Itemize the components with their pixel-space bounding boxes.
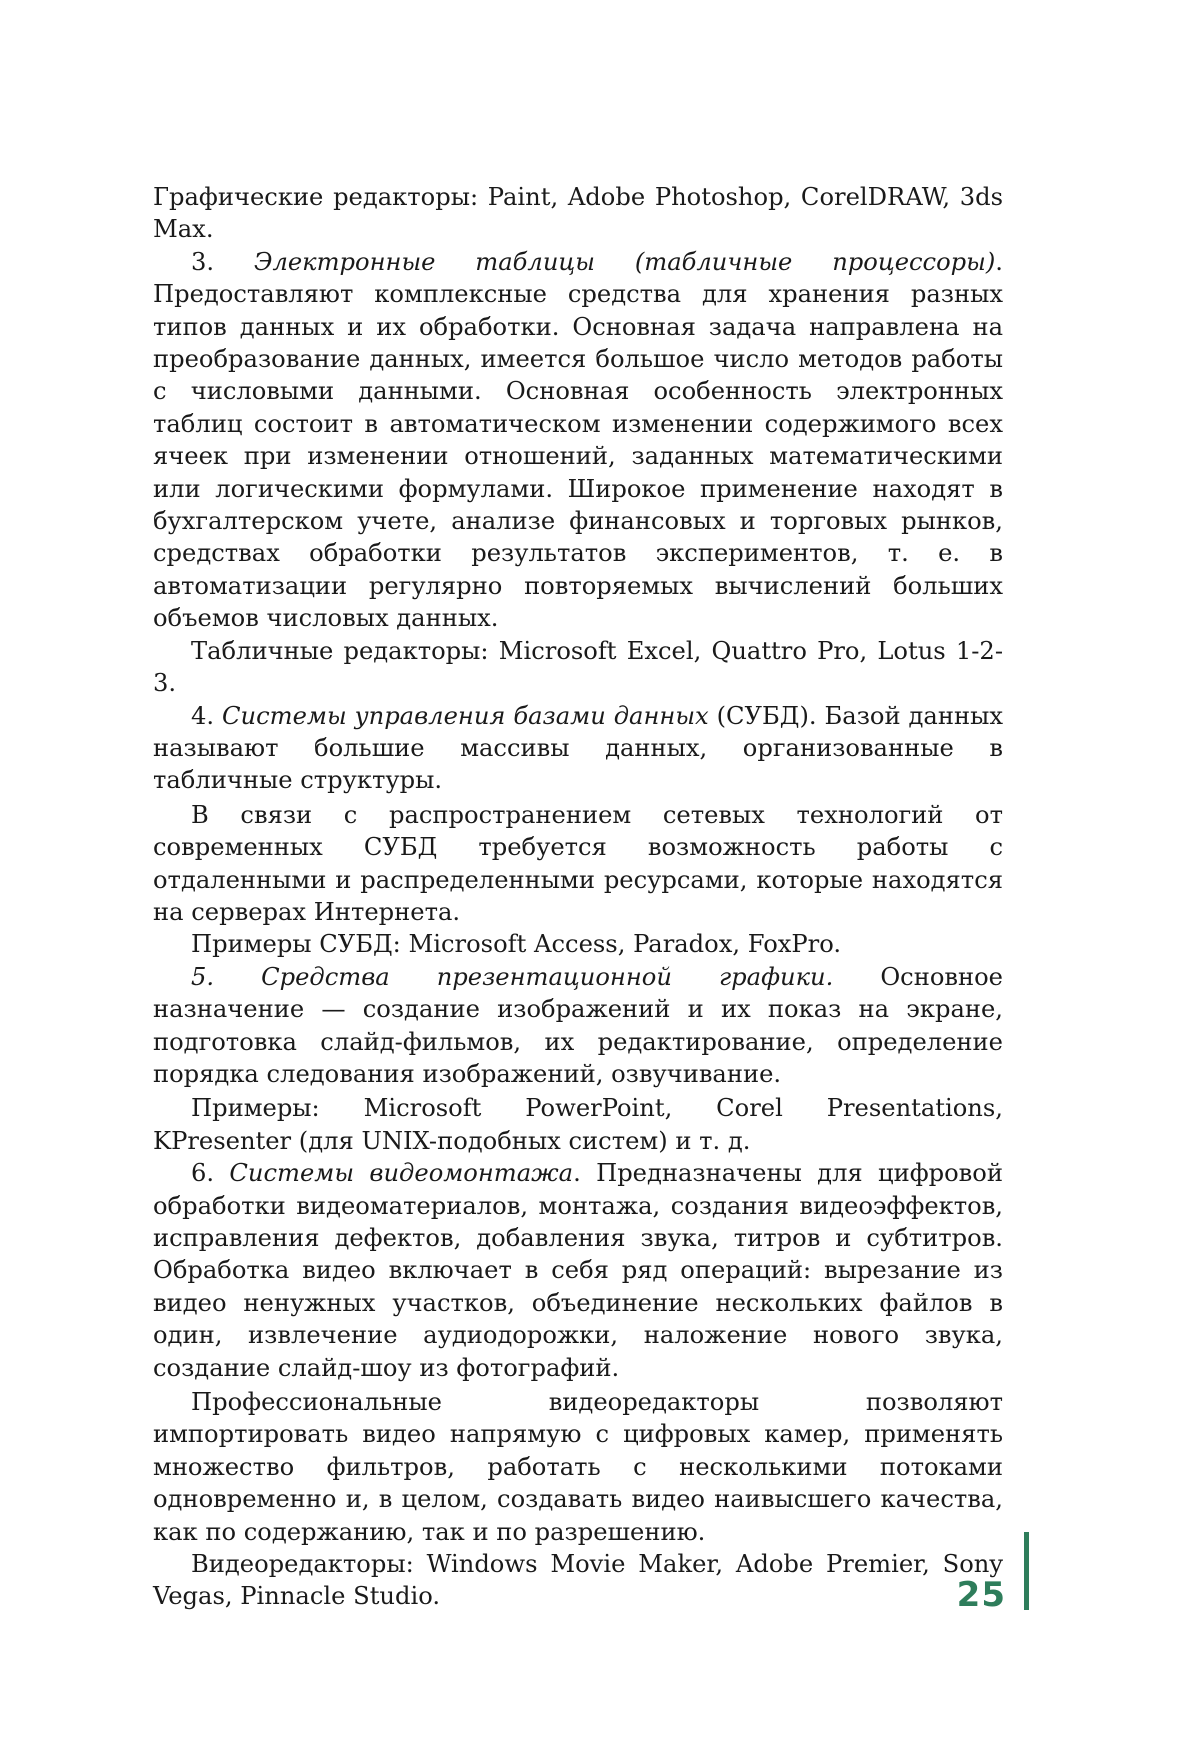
paragraph-video-editors: Видеоредакторы: Windows Movie Maker, Adobe Premier, Sony Vegas, Pinnacle Studio. (153, 1550, 1003, 1611)
paragraph-presentation-examples: Примеры: Microsoft PowerPoint, Corel Presentations, KPresenter (для UNIX-подобных систем) и т. д. (153, 1094, 1003, 1155)
body-text (153, 181, 1003, 1613)
paragraph-dbms-examples: Примеры СУБД: Microsoft Access, Paradox, FoxPro. (191, 930, 842, 959)
paragraph-presentation: 5. Средства презентационной графики. Основное назначение — создание изображений и их показ на экране, подготовка слайд-фильмов, их редактирование, определение порядка следования изображений, озвучивание. (153, 962, 1003, 1088)
paragraph-dbms-network: В связи с распространением сетевых технологий от современных СУБД требуется возможность работы с отдаленными и распределенными ресурсами, которые находятся на серверах Интернета. (153, 800, 1003, 926)
term-spreadsheets: Электронные таблицы (табличные процессоры) (253, 247, 996, 276)
page-number-bar (1024, 1532, 1029, 1610)
paragraph-graphic-editors: Графические редакторы: Paint, Adobe Photoshop, CorelDRAW, 3ds Max. (153, 183, 1003, 244)
term-dbms: Системы управления базами данных (222, 701, 709, 730)
paragraph-video: 6. Системы видеомонтажа. Предназначены для цифровой обработки видеоматериалов, монтажа, создания видеоэффектов, исправления дефектов, добавления звука, титров и субтитров. Обработка видео включает в себя ряд операций: вырезание из видео ненужных участков, объединение нескольких файлов в один, извлечение аудиодорожки, наложение нового звука, создание слайд-шоу из фотографий. (153, 1159, 1003, 1382)
paragraph-spreadsheet-editors: Табличные редакторы: Microsoft Excel, Quattro Pro, Lotus 1-2-3. (153, 636, 1003, 698)
term-presentation: 5. Средства презентационной графики. (191, 962, 834, 991)
term-video: Системы видеомонтажа (229, 1159, 574, 1188)
paragraph-dbms: 4. Системы управления базами данных (СУБД). Базой данных называют большие массивы данных, организованные в табличные структуры. (153, 701, 1003, 795)
paragraph-spreadsheets: 3. Электронные таблицы (табличные процессоры). Предоставляют комплексные средства для хранения разных типов данных и их обработки. Основная задача направлена на преобразование данных, имеется большое число методов работы с числовыми данными. Основная особенность электронных таблиц состоит в автоматическом изменении содержимого всех ячеек при изменении отношений, заданных математическими или логическими формулами. Широкое применение находят в бухгалтерском учете, анализе финансовых и торговых рынков, средствах обработки результатов экспериментов, т. е. в автоматизации регулярно повторяемых вычислений больших объемов числовых данных. (153, 247, 1003, 633)
paragraph-video-pro: Профессиональные видеоредакторы позволяют импортировать видео напрямую с цифровых камер, применять множество фильтров, работать с несколькими потоками одновременно и, в целом, создавать видео наивысшего качества, как по содержанию, так и по разрешению. (153, 1388, 1003, 1546)
page-number: 25 (956, 1575, 1006, 1615)
